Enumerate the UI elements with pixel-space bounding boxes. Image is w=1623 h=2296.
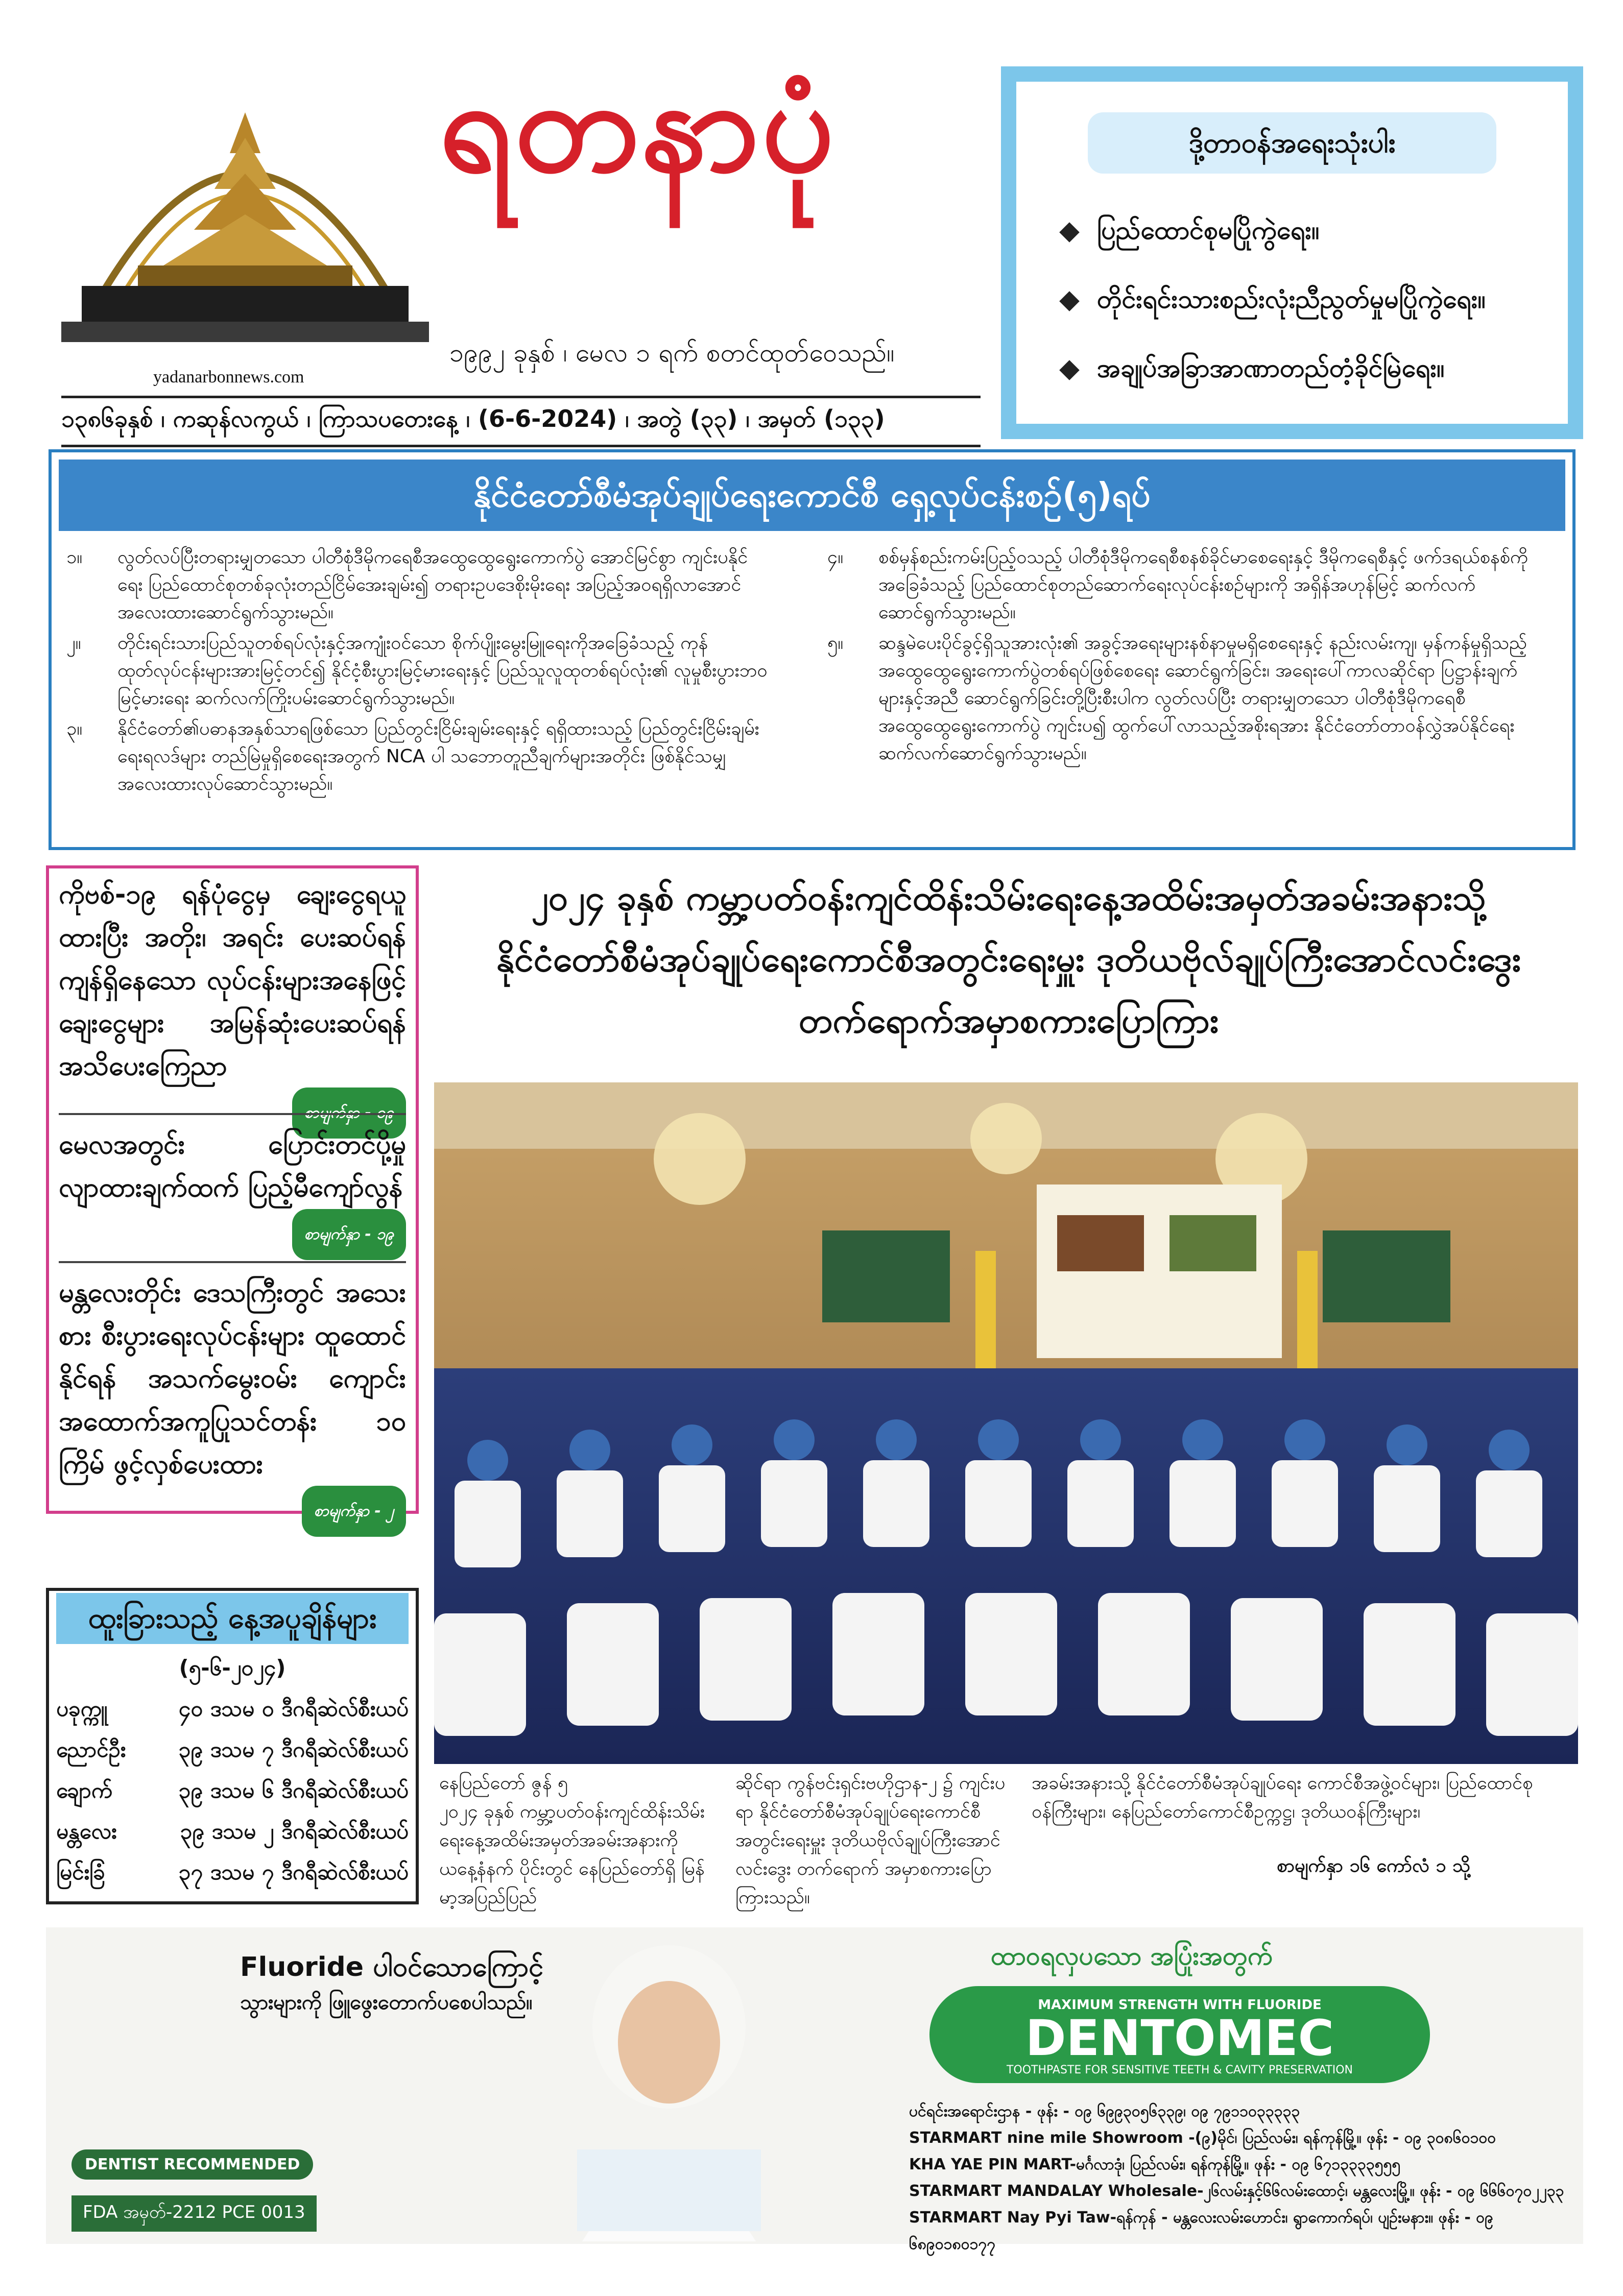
model-photo <box>526 1935 812 2241</box>
left-story[interactable]: ကိုဗစ်-၁၉ ရန်ပုံငွေမှ ချေးငွေရယူထားပြီး အတိုး၊ အရင်း ပေးဆပ်ရန်ကျန်ရှိနေသော လုပ်ငန်းများအနေဖြင့် ချေးငွေများ အမြန်ဆုံးပေးဆပ်ရန် အသိပေးကြေညာ <box>59 873 406 1139</box>
dentist-badge: DENTIST RECOMMENDED <box>71 2149 313 2180</box>
motto-item: အချုပ်အခြာအာဏာတည်တံ့ခိုင်မြဲရေး။ <box>1062 352 1444 390</box>
motto-item: ပြည်ထောင်စုမပြိုကွဲရေး။ <box>1062 214 1319 252</box>
objectives-header: နိုင်ငံတော်စီမံအုပ်ချုပ်ရေးကောင်စီ ရှေ့လုပ်ငန်းစဉ်(၅)ရပ် <box>59 460 1565 531</box>
left-story[interactable]: မန္တလေးတိုင်း ဒေသကြီးတွင် အသေးစား စီးပွားရေးလုပ်ငန်းများ ထူထောင်နိုင်ရန် အသက်မွေးဝမ်း ကျောင်းအထောက်အကူပြုသင်တန်း ၁၀ ကြိမ် ဖွင့်လှစ်ပေးထား စာမျက်နှာ - ၂ <box>59 1271 406 1537</box>
left-story[interactable]: မေလအတွင်း ပြောင်းတင်ပို့မှု လျာထားချက်ထက် ပြည့်မီကျော်လွန် စာမျက်နှာ - ၁၉ <box>59 1123 406 1260</box>
motto-title: ဒို့တာဝန်အရေးသုံးပါး <box>1088 112 1496 174</box>
divider <box>59 1261 406 1263</box>
temperature-row: မန္တလေး ၃၉ ဒသမ ၂ ဒီဂရီဆဲလ်စီးယပ် <box>56 1819 409 1844</box>
caption-column: အခမ်းအနားသို့ နိုင်ငံတော်စီမံအုပ်ချုပ်ရေး ကောင်စီအဖွဲ့ဝင်များ၊ ပြည်ထောင်စုဝန်ကြီးများ၊ နေပြည်တော်ကောင်စီဥက္ကဋ္ဌ၊ ဒုတိယဝန်ကြီးများ၊ <box>1032 1773 1533 1822</box>
dealer-list <box>909 2098 1573 2258</box>
bullet-icon <box>1059 360 1080 380</box>
objective-item: ၅။ ဆန္ဒမဲပေးပိုင်ခွင့်ရှိသူအားလုံး၏ အခွင့်အရေးများနစ်နာမှုမရှိစေရေးနှင့် နည်းလမ်းကျ၊ မှန်ကန်မှုရှိသည့် အထွေထွေရွေးကောက်ပွဲတစ်ရပ်ဖြစ်စေရေး ဆောင်ရွက်ခြင်း၊ အရေးပေါ်ကာလဆိုင်ရာ ပြဋ္ဌာန်းချက်များနှင့်အညီ ဆောင်ရွက်ခြင်းတို့ပြီးစီးပါက လွတ်လပ်ပြီး တရားမျှတသော ပါတီစုံဒီမိုကရေစီ အထွေထွေရွေးကောက်ပွဲ ကျင်းပ၍ ထွက်ပေါ်လာသည့်အစိုးရအား နိုင်ငံတော်တာဝန်လွှဲအပ်နိုင်ရေး ဆက်လက်ဆောင်ရွက်သွားမည်။ <box>827 633 1527 764</box>
dentomec-logo[interactable]: MAXIMUM STRENGTH WITH FLUORIDE DENTOMEC TOOTHPASTE FOR SENSITIVE TEETH & CAVITY PRESERVATION <box>929 1986 1430 2083</box>
dealer-line: STARMART Nay Pyi Taw-ရန်ကုန် - မန္တလေးလမ်းဟောင်း၊ ရွာကောက်ရပ်၊ ပျဉ်းမနား။ ဖုန်း - ၀၉ ၆၈၉၀၁၈၀၁၇၇ <box>909 2209 1494 2253</box>
bullet-icon <box>1059 291 1080 311</box>
page-reference[interactable]: စာမျက်နှာ - ၂ <box>302 1486 406 1537</box>
objectives-left-column <box>66 544 771 801</box>
objective-item: ၃။ နိုင်ငံတော်၏ပဓာနအနှစ်သာရဖြစ်သော ပြည်တွင်းငြိမ်းချမ်းရေးနှင့် ရရှိထားသည့် ပြည်တွင်းငြိမ်းချမ်းရေးရလဒ်များ တည်မြဲမှုရှိစေရေးအတွက် NCA ပါ သဘောတူညီချက်များအတိုင်း ဖြစ်နိုင်သမျှ အလေးထားလုပ်ဆောင်သွားမည်။ <box>66 718 759 794</box>
palace-logo <box>61 66 429 352</box>
divider <box>59 1113 406 1115</box>
dealer-line: KHA YAE PIN MART-မင်္ဂလာဒုံ၊ ပြည်လမ်း၊ ရန်ကုန်မြို့။ ဖုန်း - ၀၉ ၆၇၁၃၃၃၃၅၅၅ <box>909 2156 1401 2173</box>
temperature-date: (၅-၆-၂၀၂၄) <box>179 1655 286 1680</box>
temperature-row: ပခုက္ကူ ၄၀ ဒသမ ၀ ဒီဂရီဆဲလ်စီးယပ် <box>56 1696 409 1721</box>
temperature-title: ထူးခြားသည့် နေ့အပူချိန်များ <box>56 1593 409 1644</box>
temperature-row: ညောင်ဦး ၃၉ ဒသမ ၇ ဒီဂရီဆဲလ်စီးယပ် <box>56 1737 409 1762</box>
dateline: ၁၃၈၆ခုနှစ် ၊ ကဆုန်လကွယ် ၊ ကြာသပတေးနေ့ ၊ (6-6-2024) ၊ အတွဲ (၃၃) ၊ အမှတ် (၁၃၃) <box>61 396 981 447</box>
bullet-icon <box>1059 222 1080 243</box>
conference-photo <box>434 1082 1578 1764</box>
caption-column: ဆိုင်ရာ ကွန်ဗင်းရှင်းဗဟိုဌာန-၂ ၌ ကျင်းပရာ နိုင်ငံတော်စီမံအုပ်ချုပ်ရေးကောင်စီအတွင်းရေးမှူး ဒုတိယဗိုလ်ချုပ်ကြီးအောင်လင်းဒွေး တက်ရောက် အမှာစကားပြောကြားသည်။ <box>735 1773 1006 1908</box>
website-link[interactable]: yadanarbonnews.com <box>153 368 304 386</box>
objective-item: ၄။ စစ်မှန်စည်းကမ်းပြည့်ဝသည့် ပါတီစုံဒီမိုကရေစီစနစ်ခိုင်မာစေရေးနှင့် ဒီမိုကရေစီနှင့် ဖက်ဒရယ်စနစ်ကို အခြေခံသည့် ပြည်ထောင်စုတည်ဆောက်ရေးလုပ်ငန်းစဉ်များကို အရှိန်အဟုန်မြင့် ဆက်လက်ဆောင်ရွက်သွားမည်။ <box>827 547 1529 623</box>
dealer-line: ပင်ရင်းအရောင်းဌာန - ဖုန်း - ၀၉ ၆၉၉၃၀၅၆၃၃၉၊ ၀၉ ၇၉၁၁၀၃၃၃၃၃ <box>909 2102 1300 2120</box>
ad-headline: Fluoride ပါဝင်သောကြောင့် သွားများကို ဖြူဖွေးတောက်ပစေပါသည်။ <box>240 1952 543 2014</box>
caption-column: နေပြည်တော် ဇွန် ၅ ၂၀၂၄ ခုနှစ် ကမ္ဘာ့ပတ်ဝန်းကျင်ထိန်းသိမ်းရေးနေ့အထိမ်းအမှတ်အခမ်းအနားကို ယနေ့နံနက် ပိုင်းတွင် နေပြည်တော်ရှိ မြန်မာ့အပြည်ပြည် <box>439 1773 705 1908</box>
ad-tagline: ထာဝရလှပသော အပြုံးအတွက် <box>991 1941 1273 1971</box>
main-headline[interactable]: ၂၀၂၄ ခုနှစ် ကမ္ဘာ့ပတ်ဝန်းကျင်ထိန်းသိမ်းရေးနေ့အထိမ်းအမှတ်အခမ်းအနားသို့ နိုင်ငံတော်စီမံအုပ်ချုပ်ရေးကောင်စီအတွင်းရေးမှူး ဒုတိယဗိုလ်ချုပ်ကြီးအောင်လင်းဒွေး တက်ရောက်အမှာစကားပြောကြား <box>496 878 1521 1041</box>
objective-item: ၁။ လွတ်လပ်ပြီးတရားမျှတသော ပါတီစုံဒီမိုကရေစီအထွေထွေရွေးကောက်ပွဲ အောင်မြင်စွာ ကျင်းပနိုင်ရေး ပြည်ထောင်စုတစ်ခုလုံးတည်ငြိမ်အေးချမ်း၍ တရားဥပဒေစိုးမိုးရေး အပြည့်အဝရရှိလာအောင် အလေးထားဆောင်ရွက်သွားမည်။ <box>66 547 748 623</box>
dealer-line: STARMART MANDALAY Wholesale-၂၆လမ်းနှင့်၆၆လမ်းထောင့်၊ မန္တလေးမြို့။ ဖုန်း - ၀၉ ၆၆၆၀၇၀၂၂၃၃ <box>909 2182 1564 2200</box>
temperature-row: ချောက် ၃၉ ဒသမ ၆ ဒီဂရီဆဲလ်စီးယပ် <box>56 1778 409 1803</box>
objective-item: ၂။ တိုင်းရင်းသားပြည်သူတစ်ရပ်လုံးနှင့်အကျုံးဝင်သော စိုက်ပျိုးမွေးမြူရေးကိုအခြေခံသည့် ကုန်ထုတ်လုပ်ငန်းများအားမြင့်တင်၍ နိုင်ငံ့စီးပွားမြင့်မားရေးနှင့် ပြည်သူလူထုတစ်ရပ်လုံး၏ လူမှုစီးပွားဘဝမြင့်မားရေး ဆက်လက်ကြိုးပမ်းဆောင်ရွက်သွားမည်။ <box>66 633 768 709</box>
founded-line: ၁၉၉၂ ခုနှစ် ၊ မေလ ၁ ရက် စတင်ထုတ်ဝေသည်။ <box>449 338 895 368</box>
dealer-line: STARMART nine mile Showroom -(၉)မိုင်၊ ပြည်လမ်း၊ ရန်ကုန်မြို့။ ဖုန်း - ၀၉ ၃၀၈၆၀၁၀၀ <box>909 2129 1496 2147</box>
temperature-row: မြင်းခြံ ၃၇ ဒသမ ၇ ဒီဂရီဆဲလ်စီးယပ် <box>56 1859 409 1884</box>
fda-number: FDA အမှတ်-2212 PCE 0013 <box>71 2195 317 2232</box>
objectives-right-column <box>827 544 1532 770</box>
newspaper-title: ရတနာပုံ <box>439 50 837 200</box>
page-reference[interactable]: စာမျက်နှာ - ၁၉ <box>292 1209 406 1260</box>
continued-reference[interactable]: စာမျက်နှာ ၁၆ ကော်လံ ၁ သို့ <box>1277 1855 1470 1876</box>
motto-item: တိုင်းရင်းသားစည်းလုံးညီညွတ်မှုမပြိုကွဲရေး။ <box>1062 283 1486 321</box>
